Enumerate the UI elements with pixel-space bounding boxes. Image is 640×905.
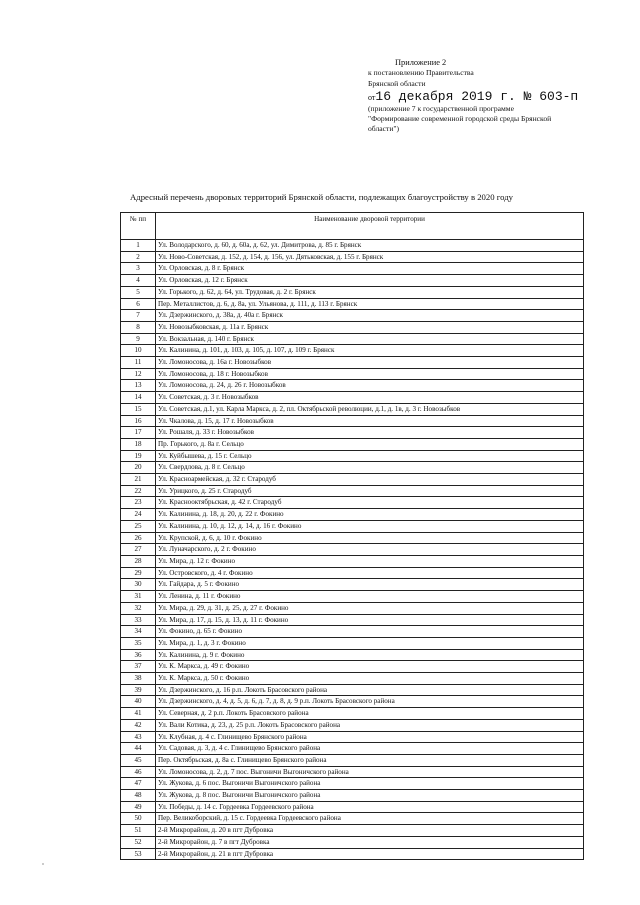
territory-address: Ул. Калинина, д. 10, д. 12, д. 14, д. 16 г. Фокино	[156, 520, 584, 532]
row-number: 29	[121, 567, 156, 579]
row-number: 44	[121, 743, 156, 755]
table-row	[121, 485, 584, 497]
resolution-label: к постановлению Правительства	[368, 68, 474, 78]
territory-address: Ул. Советская, д.1, ул. Карла Маркса, д. 2, пл. Октябрьской революции, д.1, д. 1в, д. 3 г. Новозыбков	[156, 403, 584, 415]
territory-address: Ул. Горького, д. 62, д. 64, ул. Трудовая, д. 2 г. Брянск	[156, 286, 584, 298]
table-row	[121, 462, 584, 474]
table-row	[121, 310, 584, 322]
row-number: 37	[121, 661, 156, 673]
territory-address: Ул. Фокино, д. 65 г. Фокино	[156, 626, 584, 638]
row-number: 36	[121, 649, 156, 661]
table-row	[121, 520, 584, 532]
row-number: 46	[121, 766, 156, 778]
table-body	[121, 240, 584, 860]
row-number: 34	[121, 626, 156, 638]
table-row	[121, 766, 584, 778]
column-header-number: № пп	[121, 213, 156, 240]
program-note-3: области")	[368, 123, 400, 133]
row-number: 51	[121, 825, 156, 837]
territory-address: Ул. Орловская, д. 12 г. Брянск	[156, 275, 584, 287]
table-row	[121, 438, 584, 450]
territory-address: Ул. Краснооктябрьская, д. 42 г. Стародуб	[156, 497, 584, 509]
territory-address: Ул. Вали Котика, д. 23, д. 25 р.п. Локоть Брасовского района	[156, 719, 584, 731]
row-number: 52	[121, 836, 156, 848]
territory-address: Ул. Мира, д. 12 г. Фокино	[156, 555, 584, 567]
appendix-label: Приложение 2	[395, 58, 447, 67]
territory-address: Ул. Чкалова, д. 15, д. 17 г. Новозыбков	[156, 415, 584, 427]
row-number: 50	[121, 813, 156, 825]
territory-address: Ул. Орловская, д. 8 г. Брянск	[156, 263, 584, 275]
row-number: 26	[121, 532, 156, 544]
row-number: 48	[121, 790, 156, 802]
row-number: 8	[121, 321, 156, 333]
territory-address: Ул. Калинина, д. 9 г. Фокино	[156, 649, 584, 661]
table-row	[121, 790, 584, 802]
row-number: 7	[121, 310, 156, 322]
territory-address: Ул. Луначарского, д. 2 г. Фокино	[156, 544, 584, 556]
territory-address: Ул. Дзержинского, д. 16 р.п. Локоть Брасовского района	[156, 684, 584, 696]
table-row	[121, 579, 584, 591]
table-row	[121, 251, 584, 263]
table-row	[121, 532, 584, 544]
territory-address: Ул. Володарского, д. 60, д. 60а, д. 62, ул. Димитрова, д. 85 г. Брянск	[156, 240, 584, 252]
table-row	[121, 497, 584, 509]
territory-address: Ул. Мира, д. 17, д. 15, д. 13, д. 11 г. Фокино	[156, 614, 584, 626]
table-row	[121, 298, 584, 310]
row-number: 3	[121, 263, 156, 275]
row-number: 40	[121, 696, 156, 708]
table-row	[121, 801, 584, 813]
territory-address: Ул. К. Маркса, д. 49 г. Фокино	[156, 661, 584, 673]
territory-address: Ул. Куйбышева, д. 15 г. Сельцо	[156, 450, 584, 462]
territory-address: Ул. Садовая, д. 3, д. 4 с. Глинищево Брянского района	[156, 743, 584, 755]
row-number: 17	[121, 427, 156, 439]
row-number: 33	[121, 614, 156, 626]
territory-address: Ул. Калинина, д. 18, д. 20, д. 22 г. Фокино	[156, 509, 584, 521]
table-row	[121, 836, 584, 848]
document-header	[368, 58, 603, 134]
row-number: 31	[121, 591, 156, 603]
territory-address: Ул. Ново-Советская, д. 152, д. 154, д. 156, ул. Дятьковская, д. 155 г. Брянск	[156, 251, 584, 263]
row-number: 14	[121, 392, 156, 404]
table-row	[121, 708, 584, 720]
territory-address: Ул. Жукова, д. 8 пос. Выгоничи Выгоничского района	[156, 790, 584, 802]
territory-address: Ул. Дзержинского, д. 4, д. 5, д. 6, д. 7, д. 8, д. 9 р.п. Локоть Брасовского района	[156, 696, 584, 708]
table-row	[121, 673, 584, 685]
row-number: 4	[121, 275, 156, 287]
row-number: 41	[121, 708, 156, 720]
program-note-2: "Формирование современной городской среды Брянской	[368, 114, 552, 124]
row-number: 9	[121, 333, 156, 345]
territory-address: Пер. Великоборский, д. 15 с. Гордеевка Гордеевского района	[156, 813, 584, 825]
date-value: 16 декабря 2019 г. № 603-п	[375, 89, 579, 105]
row-number: 39	[121, 684, 156, 696]
table-row	[121, 684, 584, 696]
table-row	[121, 450, 584, 462]
region-label: Брянской области	[368, 78, 426, 88]
table-row	[121, 743, 584, 755]
table-header-row	[121, 213, 584, 240]
table-row	[121, 696, 584, 708]
table-row	[121, 754, 584, 766]
row-number: 13	[121, 380, 156, 392]
territory-address: Ул. Ломоносова, д. 24, д. 26 г. Новозыбков	[156, 380, 584, 392]
row-number: 43	[121, 731, 156, 743]
row-number: 38	[121, 673, 156, 685]
table-row	[121, 637, 584, 649]
table-row	[121, 392, 584, 404]
row-number: 27	[121, 544, 156, 556]
resolution-date	[368, 90, 603, 104]
territory-address: 2-й Микрорайон, д. 7 в пгт Дубровка	[156, 836, 584, 848]
table-row	[121, 825, 584, 837]
territory-address: Пер. Октябрьская, д. 8а с. Глинищево Брянского района	[156, 754, 584, 766]
territory-address: Ул. Жукова, д. 6 пос. Выгоничи Выгоничского района	[156, 778, 584, 790]
row-number: 32	[121, 602, 156, 614]
territory-address: Ул. Новозыбковская, д. 11а г. Брянск	[156, 321, 584, 333]
row-number: 1	[121, 240, 156, 252]
scan-speck	[42, 863, 44, 865]
table-row	[121, 286, 584, 298]
territory-address: Ул. Ленина, д. 11 г. Фокино	[156, 591, 584, 603]
document-title: Адресный перечень дворовых территорий Брянской области, подлежащих благоустройству в 2020 году	[130, 192, 513, 202]
table-row	[121, 263, 584, 275]
row-number: 6	[121, 298, 156, 310]
territory-address: 2-й Микрорайон, д. 21 в пгт Дубровка	[156, 848, 584, 860]
row-number: 18	[121, 438, 156, 450]
table-row	[121, 602, 584, 614]
table-row	[121, 544, 584, 556]
table-row	[121, 357, 584, 369]
territory-address: Ул. Клубная, д. 4 с. Глинищево Брянского района	[156, 731, 584, 743]
row-number: 25	[121, 520, 156, 532]
row-number: 23	[121, 497, 156, 509]
table-row	[121, 649, 584, 661]
table-row	[121, 415, 584, 427]
table-row	[121, 778, 584, 790]
row-number: 45	[121, 754, 156, 766]
territory-address: Ул. Северная, д. 2 р.п. Локоть Брасовского района	[156, 708, 584, 720]
territory-address: Ул. Мира, д. 1, д. 3 г. Фокино	[156, 637, 584, 649]
row-number: 22	[121, 485, 156, 497]
table-row	[121, 345, 584, 357]
row-number: 21	[121, 474, 156, 486]
table-row	[121, 813, 584, 825]
table-row	[121, 591, 584, 603]
row-number: 12	[121, 368, 156, 380]
table-row	[121, 427, 584, 439]
territory-address: 2-й Микрорайон, д. 20 в пгт Дубровка	[156, 825, 584, 837]
program-note-1: (приложение 7 к государственной программе	[368, 104, 514, 114]
table-row	[121, 474, 584, 486]
row-number: 19	[121, 450, 156, 462]
table-row	[121, 614, 584, 626]
territory-address: Ул. Советская, д. 3 г. Новозыбков	[156, 392, 584, 404]
territory-address: Ул. Урицкого, д. 25 г. Стародуб	[156, 485, 584, 497]
territories-table	[120, 212, 584, 860]
row-number: 47	[121, 778, 156, 790]
table-row	[121, 626, 584, 638]
territory-address: Ул. Дзержинского, д. 38а, д. 40а г. Брянск	[156, 310, 584, 322]
table-row	[121, 240, 584, 252]
row-number: 20	[121, 462, 156, 474]
row-number: 2	[121, 251, 156, 263]
territory-address: Ул. Красноармейская, д. 32 г. Стародуб	[156, 474, 584, 486]
row-number: 15	[121, 403, 156, 415]
row-number: 16	[121, 415, 156, 427]
territory-address: Ул. Гайдара, д. 5 г. Фокино	[156, 579, 584, 591]
column-header-name: Наименование дворовой территории	[156, 213, 584, 240]
territory-address: Пер. Металлистов, д. 6, д. 8а, ул. Ульянова, д. 111, д. 113 г. Брянск	[156, 298, 584, 310]
row-number: 30	[121, 579, 156, 591]
table-row	[121, 509, 584, 521]
row-number: 28	[121, 555, 156, 567]
date-prefix: от	[368, 93, 376, 103]
territory-address: Ул. Ломоносова, д. 18 г. Новозыбков	[156, 368, 584, 380]
territory-address: Ул. Свердлова, д. 8 г. Сельцо	[156, 462, 584, 474]
territory-address: Ул. Калинина, д. 101, д. 103, д. 105, д. 107, д. 109 г. Брянск	[156, 345, 584, 357]
row-number: 35	[121, 637, 156, 649]
territory-address: Ул. К. Маркса, д. 50 г. Фокино	[156, 673, 584, 685]
territory-address: Пр. Горького, д. 8а г. Сельцо	[156, 438, 584, 450]
table-row	[121, 661, 584, 673]
table-row	[121, 275, 584, 287]
row-number: 5	[121, 286, 156, 298]
table-row	[121, 848, 584, 860]
territory-address: Ул. Рошаля, д. 33 г. Новозыбков	[156, 427, 584, 439]
row-number: 53	[121, 848, 156, 860]
territory-address: Ул. Крупской, д. 6, д. 10 г. Фокино	[156, 532, 584, 544]
row-number: 24	[121, 509, 156, 521]
table-row	[121, 731, 584, 743]
territory-address: Ул. Ломоносова, д. 16а г. Новозыбков	[156, 357, 584, 369]
territory-address: Ул. Мира, д. 29, д. 31, д. 25, д. 27 г. Фокино	[156, 602, 584, 614]
row-number: 42	[121, 719, 156, 731]
territory-address: Ул. Победы, д. 14 с. Гордеевка Гордеевского района	[156, 801, 584, 813]
row-number: 49	[121, 801, 156, 813]
table-row	[121, 555, 584, 567]
row-number: 11	[121, 357, 156, 369]
row-number: 10	[121, 345, 156, 357]
territory-address: Ул. Островского, д. 4 г. Фокино	[156, 567, 584, 579]
table-row	[121, 567, 584, 579]
territory-address: Ул. Вокзальная, д. 140 г. Брянск	[156, 333, 584, 345]
table-row	[121, 368, 584, 380]
table-row	[121, 380, 584, 392]
table-row	[121, 403, 584, 415]
table-row	[121, 321, 584, 333]
table-row	[121, 719, 584, 731]
table-row	[121, 333, 584, 345]
territory-address: Ул. Ломоносова, д. 2, д. 7 пос. Выгоничи Выгоничского района	[156, 766, 584, 778]
